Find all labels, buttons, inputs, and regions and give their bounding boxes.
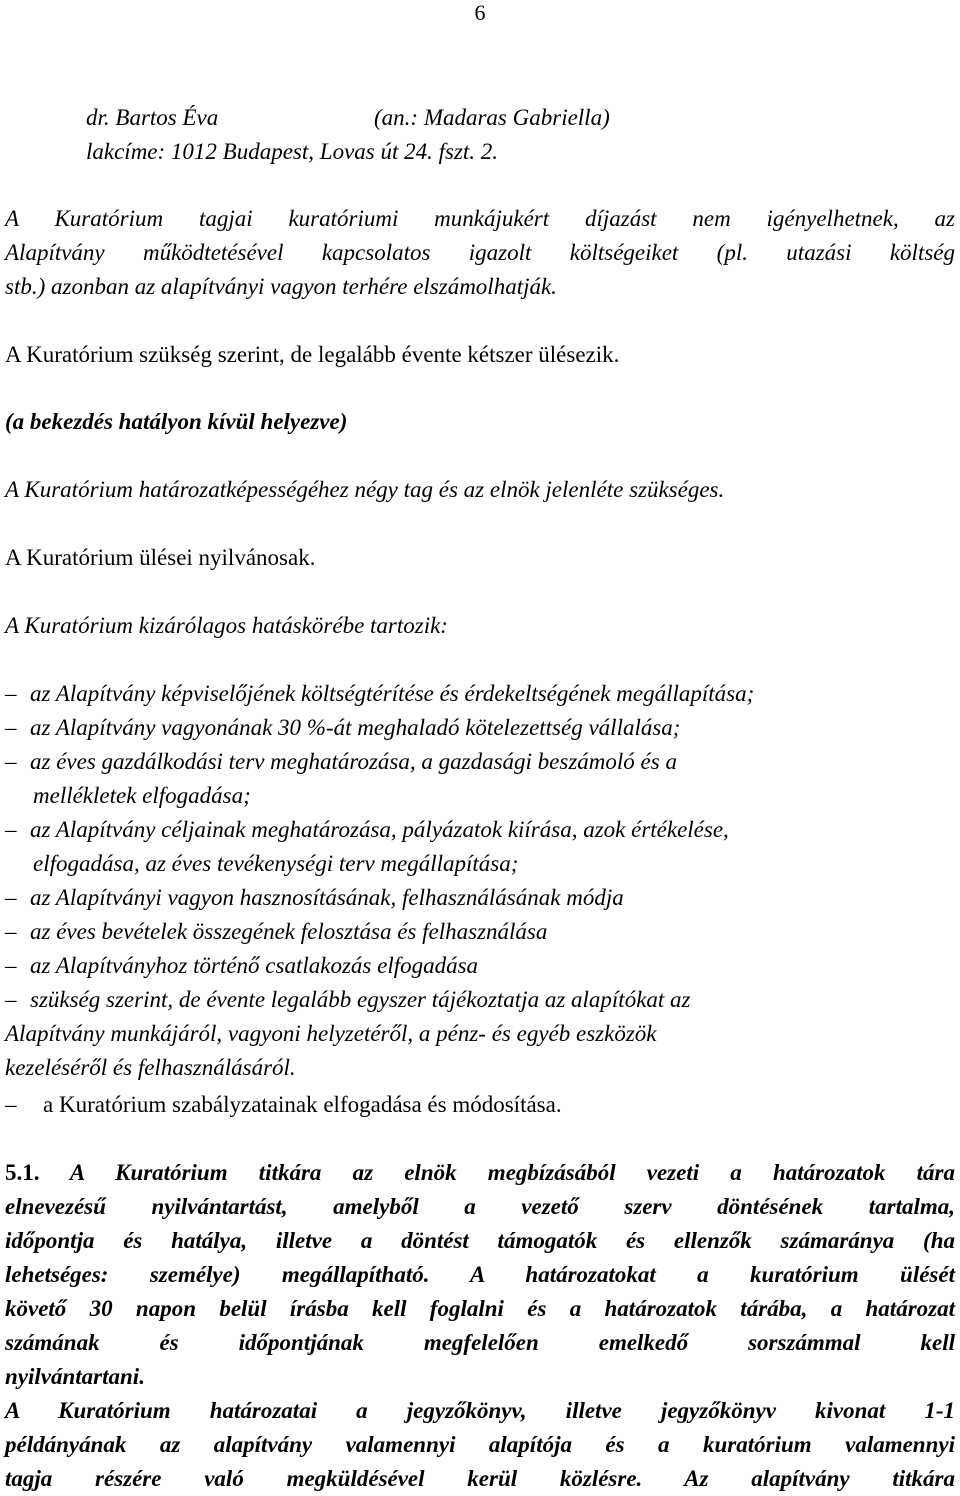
section-5-1-line-5: követő 30 napon belül írásba kell foglalni és a határozatok tárába, a határozat	[5, 1296, 955, 1321]
list-item-continuation: Alapítvány munkájáról, vagyoni helyzetéről, a pénz- és egyéb eszközök	[5, 1021, 657, 1046]
list-item	[5, 949, 478, 983]
list-item-text: a Kuratórium szabályzatainak elfogadása és módosítása.	[43, 1092, 562, 1117]
compensation-line-2: Alapítvány működtetésével kapcsolatos igazolt költségeiket (pl. utazási költség	[5, 240, 955, 265]
quorum-paragraph: A Kuratórium határozatképességéhez négy tag és az elnök jelenléte szükséges.	[5, 477, 725, 502]
list-item-continuation: kezeléséről és felhasználásáról.	[5, 1055, 296, 1080]
member-mother-name: (an.: Madaras Gabriella)	[374, 105, 610, 130]
list-item	[5, 915, 547, 949]
section-number: 5.1.	[5, 1160, 40, 1185]
member-name: dr. Bartos Éva	[86, 105, 219, 130]
section-5-1-line-7: nyilvántartani.	[5, 1364, 145, 1389]
list-item-text: az Alapítvány vagyonának 30 %-át meghaladó kötelezettség vállalása;	[30, 715, 681, 740]
list-item	[5, 745, 677, 779]
list-item-text: az éves bevételek összegének felosztása és felhasználása	[30, 919, 548, 944]
meetings-paragraph: A Kuratórium szükség szerint, de legalább évente kétszer ülésezik.	[5, 342, 620, 367]
section-5-1-line-3: időpontja és hatálya, illetve a döntést támogatók és ellenzők számaránya (ha	[5, 1228, 955, 1253]
section-5-1-line-4: lehetséges: személye) megállapítható. A határozatokat a kuratórium ülését	[5, 1262, 955, 1287]
list-item-text: az Alapítvány képviselőjének költségtérítése és érdekeltségének megállapítása;	[30, 681, 755, 706]
competence-intro: A Kuratórium kizárólagos hatáskörébe tartozik:	[5, 613, 448, 638]
list-item	[5, 881, 624, 915]
section-5-1-line-10: tagja részére való megküldésével kerül közlésre. Az alapítvány titkára	[5, 1466, 955, 1491]
member-entry	[86, 101, 610, 135]
list-item-text: az éves gazdálkodási terv meghatározása, a gazdasági beszámoló és a	[30, 749, 677, 774]
list-dash: –	[5, 817, 17, 842]
section-5-1-line-6: számának és időpontjának megfelelően emelkedő sorszámmal kell	[5, 1330, 955, 1355]
list-dash: –	[5, 987, 17, 1012]
list-item	[5, 813, 729, 847]
section-5-1-text: A Kuratórium titkára az elnök megbízásából vezeti a határozatok tára	[69, 1160, 955, 1185]
section-5-1-line-9: példányának az alapítvány valamennyi alapítója és a kuratórium valamennyi	[5, 1432, 955, 1457]
public-meetings-paragraph: A Kuratórium ülései nyilvánosak.	[5, 545, 316, 570]
list-item-text: az Alapítványhoz történő csatlakozás elfogadása	[30, 953, 479, 978]
page-number: 6	[474, 0, 486, 25]
list-item	[5, 677, 754, 711]
member-address: lakcíme: 1012 Budapest, Lovas út 24. fszt. 2.	[86, 139, 499, 164]
list-item-continuation: elfogadása, az éves tevékenységi terv megállapítása;	[33, 851, 519, 876]
list-item	[5, 711, 680, 745]
list-item-continuation: mellékletek elfogadása;	[33, 783, 251, 808]
compensation-line-3: stb.) azonban az alapítványi vagyon terhére elszámolhatják.	[5, 274, 557, 299]
list-item-text: az Alapítvány céljainak meghatározása, pályázatok kiírása, azok értékelése,	[30, 817, 729, 842]
section-5-1-line-8: A Kuratórium határozatai a jegyzőkönyv, illetve jegyzőkönyv kivonat 1-1	[5, 1398, 955, 1423]
list-item-text: szükség szerint, de évente legalább egyszer tájékoztatja az alapítókat az	[30, 987, 691, 1012]
list-dash: –	[5, 885, 17, 910]
list-dash: –	[5, 715, 17, 740]
list-dash: –	[5, 919, 17, 944]
list-dash: –	[5, 953, 17, 978]
section-5-1-line-2: elnevezésű nyilvántartást, amelyből a vezető szerv döntésének tartalma,	[5, 1194, 955, 1219]
list-dash: –	[5, 1092, 17, 1117]
list-item	[5, 1088, 562, 1122]
list-dash: –	[5, 749, 17, 774]
section-5-1-line-1	[5, 1156, 955, 1190]
list-item	[5, 983, 691, 1017]
compensation-line-1: A Kuratórium tagjai kuratóriumi munkájukért díjazást nem igényelhetnek, az	[5, 206, 955, 231]
list-dash: –	[5, 681, 17, 706]
repealed-note: (a bekezdés hatályon kívül helyezve)	[5, 409, 348, 434]
list-item-text: az Alapítványi vagyon hasznosításának, felhasználásának módja	[30, 885, 624, 910]
